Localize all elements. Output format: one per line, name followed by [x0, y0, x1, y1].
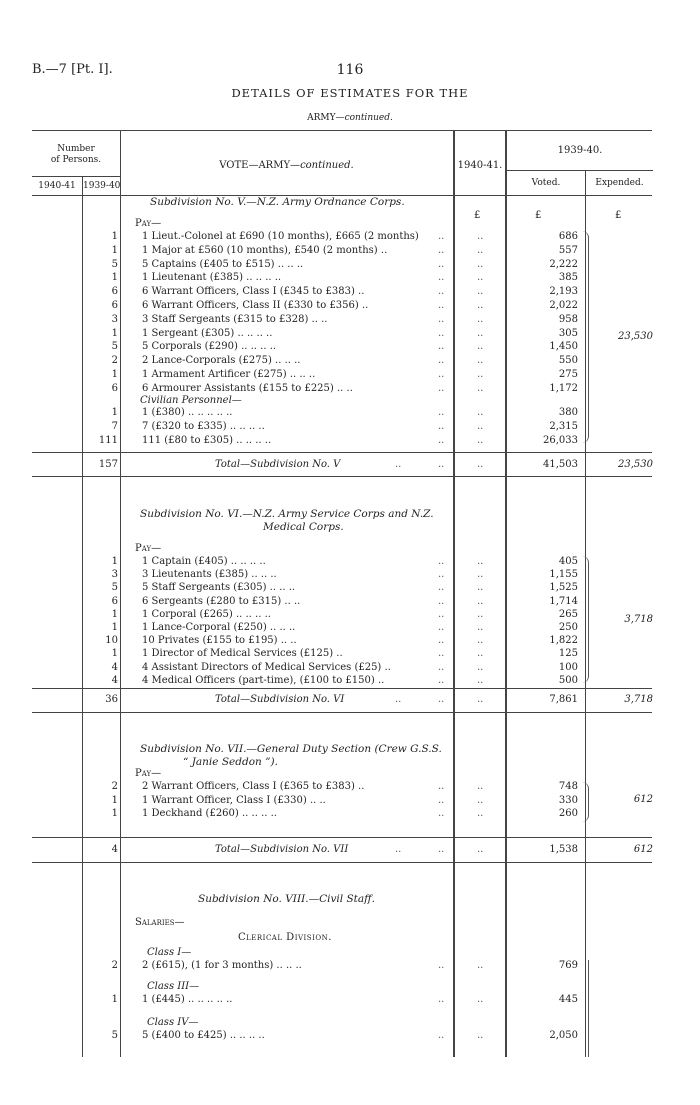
- row-dots-2: ..: [477, 434, 484, 446]
- row-voted: 2,050: [549, 1030, 578, 1041]
- sub5-expended: 23,530: [618, 331, 653, 342]
- row-dots-1: ..: [438, 286, 445, 298]
- row-dots-1: ..: [438, 994, 445, 1005]
- vote-continued: continued.: [300, 160, 354, 171]
- sub8-class1-heading: Class I—: [147, 947, 192, 958]
- col-header-number: Number: [57, 144, 95, 154]
- sub7-total-voted: 1,538: [549, 844, 578, 855]
- row-dots-1: ..: [438, 674, 445, 686]
- table-row: [0, 299, 700, 313]
- row-dots-2: ..: [477, 286, 484, 298]
- row-description: 5 (£400 to £425) .. .. .. ..: [142, 1030, 265, 1041]
- row-description: 5 Staff Sergeants (£305) .. .. ..: [142, 582, 296, 594]
- row-persons: 1: [111, 648, 118, 660]
- row-voted: 769: [558, 960, 578, 971]
- sub5-pay-heading: Pay—: [135, 218, 162, 229]
- row-voted: 445: [558, 994, 578, 1005]
- table-row: [0, 674, 700, 688]
- table-row: [0, 807, 700, 821]
- row-voted: 1,172: [549, 382, 578, 394]
- row-voted: 385: [558, 272, 578, 284]
- table-row: [0, 780, 700, 794]
- row-dots-2: ..: [477, 407, 484, 418]
- row-persons: 1: [111, 272, 118, 284]
- row-voted: 275: [558, 369, 578, 380]
- table-row: [0, 285, 700, 299]
- table-row: [0, 555, 700, 569]
- row-description: 2 Lance-Corporals (£275) .. .. ..: [142, 355, 301, 367]
- sub8-class4-row: [0, 1029, 700, 1043]
- row-description: 5 Captains (£405 to £515) .. .. ..: [142, 258, 304, 270]
- sub5-total-bottom-rule: [32, 476, 652, 477]
- sub7-total-dots-3: ..: [477, 844, 484, 855]
- table-row: [0, 340, 700, 354]
- table-row: [0, 230, 700, 244]
- row-description: 5 Corporals (£290) .. .. .. ..: [142, 341, 277, 353]
- row-description: 1 Director of Medical Services (£125) ..: [142, 648, 343, 660]
- sub6-total-label: Total—Subdivision No. VI: [215, 694, 345, 705]
- sub7-total-top-rule: [32, 837, 652, 838]
- sub8-title: Subdivision No. VIII.—Civil Staff.: [198, 893, 375, 905]
- row-persons: 1: [111, 994, 118, 1005]
- table-row: [0, 634, 700, 648]
- row-description: 1 Lieutenant (£385) .. .. .. ..: [142, 272, 282, 284]
- row-description: 1 Warrant Officer, Class I (£330) .. ..: [142, 794, 326, 806]
- row-persons: 2: [111, 355, 118, 367]
- row-dots-1: ..: [438, 1030, 445, 1041]
- row-persons: 6: [111, 382, 118, 394]
- sub8-brace: [582, 960, 589, 1057]
- row-dots-2: ..: [477, 569, 484, 581]
- sub5-title: Subdivision No. V.—N.Z. Army Ordnance Corps.: [150, 196, 405, 208]
- sub5-total-expended: 23,530: [618, 459, 653, 470]
- sub5-total-dots-3: ..: [477, 459, 484, 470]
- sub7-total-label: Total—Subdivision No. VII: [215, 844, 349, 855]
- col-header-year-1939-40: 1939-40.: [557, 145, 603, 156]
- row-dots-1: ..: [438, 556, 445, 567]
- row-dots-2: ..: [477, 635, 484, 647]
- row-persons: 5: [111, 341, 118, 353]
- row-dots-1: ..: [438, 244, 445, 256]
- row-dots-2: ..: [477, 355, 484, 367]
- sub7-total-row: [0, 843, 700, 857]
- row-dots-2: ..: [477, 420, 484, 432]
- sub8-clerical-heading: Clerical Division.: [238, 932, 332, 943]
- row-voted: 2,193: [549, 286, 578, 298]
- row-description: 3 Staff Sergeants (£315 to £328) .. ..: [142, 313, 328, 325]
- sub7-total-bottom-rule: [32, 862, 652, 863]
- sub6-total-persons: 36: [105, 694, 118, 705]
- row-dots-1: ..: [438, 635, 445, 647]
- vote-army: VOTE—ARMY—: [219, 160, 301, 171]
- row-persons: 6: [111, 300, 118, 311]
- table-row: [0, 313, 700, 327]
- row-dots-2: ..: [477, 661, 484, 673]
- row-persons: 1: [111, 608, 118, 620]
- table-top-rule: [32, 130, 652, 131]
- row-persons: 2: [111, 781, 118, 792]
- page-subtitle: [0, 113, 700, 123]
- row-voted: 26,033: [543, 434, 578, 446]
- row-dots-2: ..: [477, 1030, 484, 1041]
- row-voted: 305: [558, 327, 578, 339]
- row-voted: 380: [558, 407, 578, 418]
- table-row: [0, 434, 700, 448]
- row-dots-1: ..: [438, 960, 445, 971]
- sub8-class3-row: [0, 993, 700, 1007]
- row-persons: 4: [111, 674, 118, 686]
- row-dots-2: ..: [477, 327, 484, 339]
- row-dots-1: ..: [438, 794, 445, 806]
- sub5-total-persons: 157: [98, 459, 118, 470]
- sub6-total-dots-3: ..: [477, 694, 484, 705]
- row-voted: 2,022: [549, 300, 578, 311]
- sub7-total-persons: 4: [111, 844, 118, 855]
- row-dots-1: ..: [438, 272, 445, 284]
- row-persons: 1: [111, 231, 118, 242]
- row-description: 1 Lieut.-Colonel at £690 (10 months), £665 (2 months): [142, 231, 419, 242]
- table-row: [0, 354, 700, 368]
- row-persons: 1: [111, 556, 118, 567]
- sub7-total-dots-1: ..: [395, 844, 402, 855]
- row-persons: 1: [111, 622, 118, 633]
- pound-symbol-expended: £: [615, 210, 622, 221]
- sub8-class3-heading: Class III—: [147, 981, 200, 992]
- row-description: 1 Armament Artificer (£275) .. .. ..: [142, 369, 316, 380]
- row-description: 6 Warrant Officers, Class I (£345 to £383) ..: [142, 286, 365, 298]
- row-voted: 405: [558, 556, 578, 567]
- row-dots-1: ..: [438, 355, 445, 367]
- row-dots-1: ..: [438, 808, 445, 819]
- row-dots-1: ..: [438, 341, 445, 353]
- subtitle-continued: continued.: [344, 113, 393, 123]
- row-description: 2 Warrant Officers, Class I (£365 to £383) ..: [142, 781, 365, 792]
- row-description: 1 Corporal (£265) .. .. .. ..: [142, 608, 271, 620]
- row-description: 1 Major at £560 (10 months), £540 (2 months) ..: [142, 244, 388, 256]
- table-row: [0, 581, 700, 595]
- col-header-1940-41: 1940-41: [38, 181, 76, 191]
- sub6-total-voted: 7,861: [549, 694, 578, 705]
- row-voted: 686: [558, 231, 578, 242]
- row-dots-1: ..: [438, 313, 445, 325]
- sub7-expended: 612: [633, 794, 653, 805]
- sub8-salaries-heading: Salaries—: [135, 917, 185, 928]
- sub6-expended: 3,718: [624, 614, 653, 625]
- row-persons: 2: [111, 960, 118, 971]
- row-dots-2: ..: [477, 608, 484, 620]
- row-voted: 2,315: [549, 420, 578, 432]
- row-description: 111 (£80 to £305) .. .. .. ..: [142, 434, 272, 446]
- sub5-total-voted: 41,503: [543, 459, 578, 470]
- row-dots-1: ..: [438, 369, 445, 380]
- sub7-title-line1: Subdivision No. VII.—General Duty Section (Crew G.S.S.: [140, 743, 442, 755]
- row-dots-1: ..: [438, 420, 445, 432]
- table-row: [0, 271, 700, 285]
- document-reference: B.—7 [Pt. I].: [32, 62, 113, 77]
- row-dots-2: ..: [477, 648, 484, 660]
- row-voted: 1,714: [549, 595, 578, 607]
- row-dots-2: ..: [477, 244, 484, 256]
- col-header-voted: Voted.: [531, 178, 561, 188]
- row-voted: 1,450: [549, 341, 578, 353]
- row-dots-1: ..: [438, 300, 445, 311]
- row-voted: 1,155: [549, 569, 578, 581]
- sub8-class1-row: [0, 959, 700, 973]
- table-row: [0, 382, 700, 396]
- sub6-total-dots-1: ..: [395, 694, 402, 705]
- subtitle-army: ARMY—: [307, 113, 345, 123]
- row-persons: 3: [111, 569, 118, 581]
- row-dots-2: ..: [477, 272, 484, 284]
- row-dots-2: ..: [477, 382, 484, 394]
- row-voted: 100: [558, 661, 578, 673]
- sub6-total-dots-2: ..: [438, 694, 445, 705]
- sub5-total-row: [0, 458, 700, 472]
- row-dots-2: ..: [477, 622, 484, 633]
- row-dots-2: ..: [477, 595, 484, 607]
- row-dots-1: ..: [438, 569, 445, 581]
- row-description: 2 (£615), (1 for 3 months) .. .. ..: [142, 960, 302, 971]
- table-row: [0, 661, 700, 675]
- sub5-total-top-rule: [32, 452, 652, 453]
- row-dots-2: ..: [477, 258, 484, 270]
- row-description: 1 Deckhand (£260) .. .. .. ..: [142, 808, 277, 819]
- row-dots-2: ..: [477, 313, 484, 325]
- row-dots-2: ..: [477, 781, 484, 792]
- sub6-brace: [582, 556, 589, 683]
- row-voted: 748: [558, 781, 578, 792]
- row-dots-2: ..: [477, 794, 484, 806]
- row-dots-2: ..: [477, 674, 484, 686]
- row-description: 1 Captain (£405) .. .. .. ..: [142, 556, 266, 567]
- row-description: 1 (£380) .. .. .. .. ..: [142, 407, 233, 418]
- row-voted: 1,822: [549, 635, 578, 647]
- sub5-brace: [582, 231, 589, 443]
- row-persons: 1: [111, 407, 118, 418]
- pound-symbol-voted: £: [535, 210, 542, 221]
- row-voted: 250: [558, 622, 578, 633]
- row-voted: 260: [558, 808, 578, 819]
- table-row: [0, 647, 700, 661]
- row-voted: 550: [558, 355, 578, 367]
- row-dots-2: ..: [477, 300, 484, 311]
- row-description: 6 Sergeants (£280 to £315) .. ..: [142, 595, 301, 607]
- row-persons: 4: [111, 661, 118, 673]
- sub7-pay-heading: Pay—: [135, 768, 162, 779]
- row-dots-1: ..: [438, 582, 445, 594]
- col-header-of-persons: of Persons.: [50, 155, 102, 165]
- row-persons: 5: [111, 1030, 118, 1041]
- row-dots-1: ..: [438, 661, 445, 673]
- row-dots-1: ..: [438, 231, 445, 242]
- sub6-total-bottom-rule: [32, 712, 652, 713]
- row-voted: 1,525: [549, 582, 578, 594]
- row-dots-2: ..: [477, 960, 484, 971]
- row-dots-1: ..: [438, 382, 445, 394]
- page-title: DETAILS OF ESTIMATES FOR THE: [231, 86, 469, 100]
- row-persons: 1: [111, 808, 118, 819]
- row-dots-2: ..: [477, 582, 484, 594]
- table-row: [0, 258, 700, 272]
- row-persons: 6: [111, 595, 118, 607]
- row-persons: 1: [111, 369, 118, 380]
- row-description: 10 Privates (£155 to £195) .. ..: [142, 635, 297, 647]
- sub8-class4-heading: Class IV—: [147, 1017, 199, 1028]
- row-voted: 500: [558, 674, 578, 686]
- row-voted: 265: [558, 608, 578, 620]
- row-dots-1: ..: [438, 595, 445, 607]
- row-persons: 5: [111, 258, 118, 270]
- table-row: [0, 368, 700, 382]
- row-voted: 2,222: [549, 258, 578, 270]
- row-voted: 330: [558, 794, 578, 806]
- sub7-total-dots-2: ..: [438, 844, 445, 855]
- row-dots-1: ..: [438, 781, 445, 792]
- row-description: 3 Lieutenants (£385) .. .. ..: [142, 569, 277, 581]
- row-dots-1: ..: [438, 622, 445, 633]
- sub6-title-line2: Medical Corps.: [263, 521, 344, 533]
- row-dots-1: ..: [438, 648, 445, 660]
- col-header-vote: [120, 160, 453, 171]
- table-row: [0, 406, 700, 420]
- sub6-pay-heading: Pay—: [135, 543, 162, 554]
- row-description: 7 (£320 to £335) .. .. .. ..: [142, 420, 265, 432]
- row-persons: 1: [111, 244, 118, 256]
- row-persons: 3: [111, 313, 118, 325]
- sub6-title-line1: Subdivision No. VI.—N.Z. Army Service Corps and N.Z.: [140, 508, 434, 520]
- persons-subhead-rule: [32, 176, 120, 177]
- col-header-expended: Expended.: [595, 178, 644, 188]
- row-dots-2: ..: [477, 231, 484, 242]
- row-persons: 6: [111, 286, 118, 298]
- table-row: [0, 568, 700, 582]
- col-header-1939-40: 1939-40: [83, 181, 121, 191]
- row-dots-1: ..: [438, 434, 445, 446]
- row-description: 6 Armourer Assistants (£155 to £225) .. ..: [142, 382, 353, 394]
- sub5-total-dots-1: ..: [395, 459, 402, 470]
- row-voted: 958: [558, 313, 578, 325]
- row-description: 1 Sergeant (£305) .. .. .. ..: [142, 327, 273, 339]
- row-dots-2: ..: [477, 556, 484, 567]
- sub7-brace: [582, 782, 589, 822]
- row-persons: 1: [111, 794, 118, 806]
- row-dots-1: ..: [438, 327, 445, 339]
- sub6-total-row: [0, 693, 700, 707]
- sub6-total-top-rule: [32, 688, 652, 689]
- row-dots-2: ..: [477, 369, 484, 380]
- sub7-title-line2: “ Janie Seddon ”).: [183, 756, 278, 768]
- row-persons: 1: [111, 327, 118, 339]
- row-dots-2: ..: [477, 341, 484, 353]
- row-dots-2: ..: [477, 994, 484, 1005]
- row-persons: 5: [111, 582, 118, 594]
- row-description: 1 (£445) .. .. .. .. ..: [142, 994, 233, 1005]
- table-row: [0, 244, 700, 258]
- row-description: 1 Lance-Corporal (£250) .. .. ..: [142, 622, 296, 633]
- page-number: 116: [336, 62, 364, 78]
- pound-symbol-1940: £: [474, 210, 481, 221]
- row-persons: 111: [98, 434, 118, 446]
- row-persons: 10: [105, 635, 118, 647]
- col-header-year-1940-41: 1940-41.: [457, 160, 503, 171]
- row-dots-1: ..: [438, 258, 445, 270]
- row-voted: 557: [558, 244, 578, 256]
- sub5-total-dots-2: ..: [438, 459, 445, 470]
- row-description: 6 Warrant Officers, Class II (£330 to £356) ..: [142, 300, 369, 311]
- row-dots-1: ..: [438, 407, 445, 418]
- table-row: [0, 420, 700, 434]
- table-row: [0, 595, 700, 609]
- sub5-total-label: Total—Subdivision No. V: [215, 459, 341, 470]
- row-description: 4 Medical Officers (part-time), (£100 to £150) ..: [142, 674, 385, 686]
- row-description: 4 Assistant Directors of Medical Services (£25) ..: [142, 661, 391, 673]
- row-dots-1: ..: [438, 608, 445, 620]
- row-voted: 125: [558, 648, 578, 660]
- sub6-total-expended: 3,718: [624, 694, 653, 705]
- sub7-total-expended: 612: [633, 844, 653, 855]
- sub5-civilian-heading: Civilian Personnel—: [140, 395, 242, 406]
- year-subhead-rule: [505, 170, 653, 171]
- row-persons: 7: [111, 420, 118, 432]
- row-dots-2: ..: [477, 808, 484, 819]
